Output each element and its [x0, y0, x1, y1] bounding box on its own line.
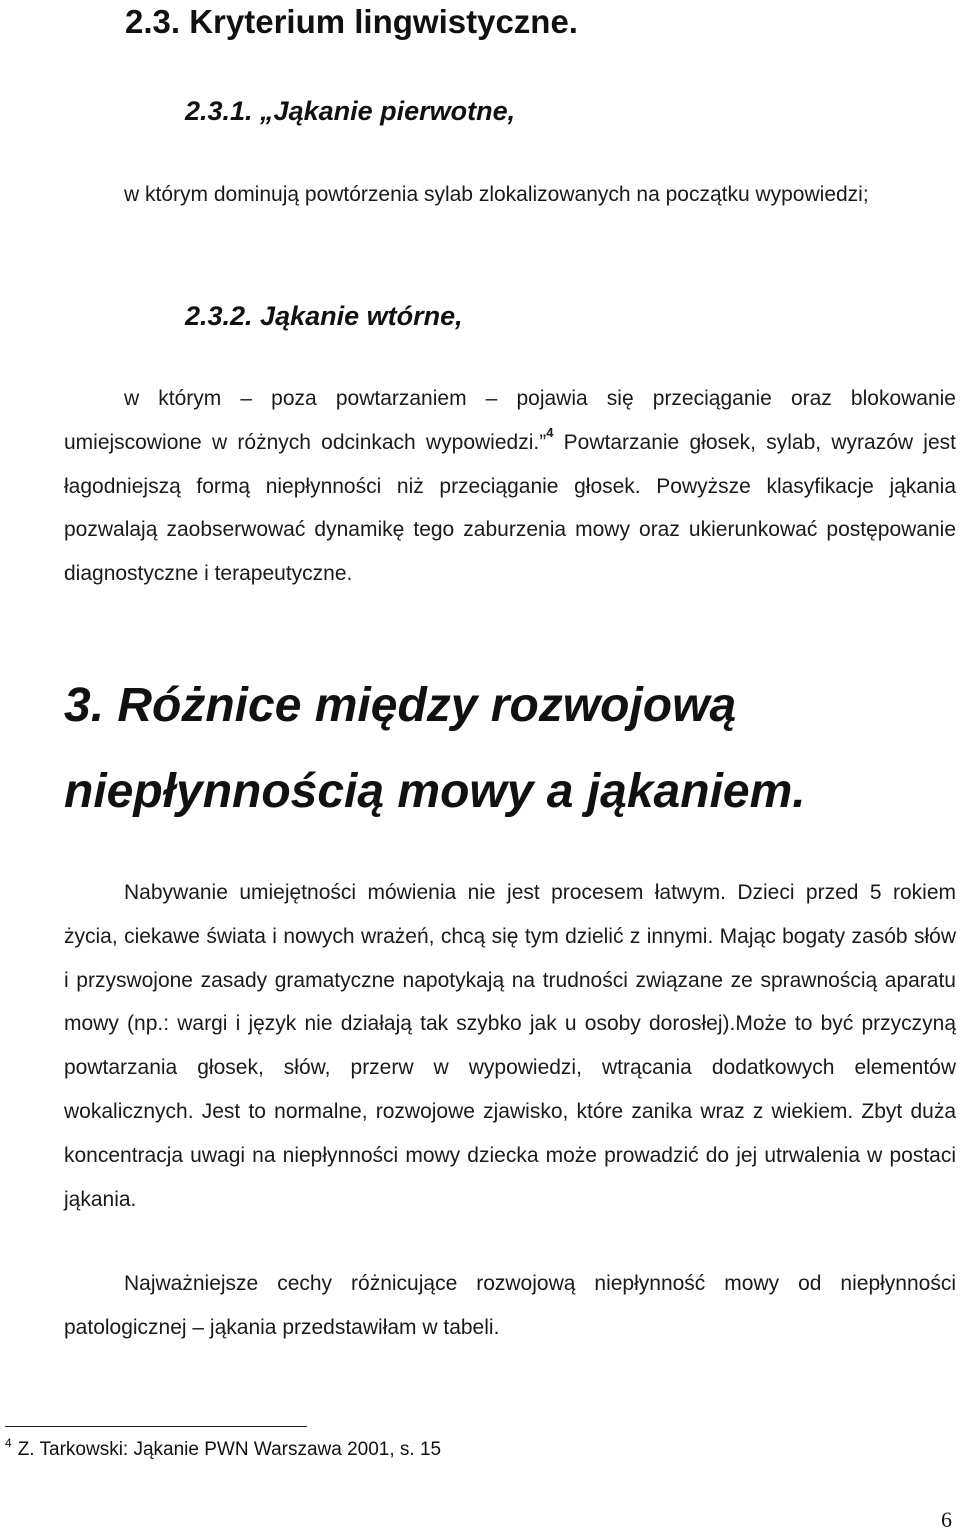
page-number: 6 — [941, 1507, 952, 1532]
footnote-text: Z. Tarkowski: Jąkanie PWN Warszawa 2001, s. 15 — [17, 1439, 442, 1460]
paragraph-table-intro: Najważniejsze cechy różnicujące rozwojową niepłynność mowy od niepłynności patologicznej – jąkania przedstawiłam w tabeli. — [64, 1272, 956, 1339]
footnote — [5, 1436, 441, 1464]
footnote-reference: 4 — [546, 424, 554, 440]
footnote-separator — [5, 1426, 307, 1427]
subsection-text-secondary-stuttering — [64, 377, 956, 596]
subsection-text-primary-stuttering: w którym dominują powtórzenia sylab zlokalizowanych na początku wypowiedzi; — [124, 183, 869, 206]
section-heading: 2.3. Kryterium lingwistyczne. — [125, 3, 578, 40]
chapter-heading: 3. Różnice między rozwojową niepłynnością mowy a jąkaniem. — [64, 679, 806, 818]
subsection-heading-primary-stuttering: 2.3.1. „Jąkanie pierwotne, — [185, 96, 516, 126]
text-before-footnote-ref: w którym – poza powtarzaniem – pojawia się przeciąganie oraz blokowanie umiejscowione w różnych odcinkach wypowiedzi.” — [64, 387, 956, 454]
paragraph-developmental-disfluency: Nabywanie umiejętności mówienia nie jest procesem łatwym. Dzieci przed 5 rokiem życia, ciekawe świata i nowych wrażeń, chcą się tym dzielić z innymi. Mając bogaty zasób słów i przyswojone zasady gramatyczne napotykają na trudności związane ze sprawnością aparatu mowy (np.: wargi i język nie działają tak szybko jak u osoby dorosłej).Może to być przyczyną powtarzania głosek, słów, przerw w wypowiedzi, wtrącania dodatkowych elementów wokalicznych. Jest to normalne, rozwojowe zjawisko, które zanika wraz z wiekiem. Zbyt duża koncentracja uwagi na niepłynności mowy dziecka może prowadzić do jej utrwalenia w postaci jąkania. — [64, 881, 956, 1211]
subsection-heading-secondary-stuttering: 2.3.2. Jąkanie wtórne, — [185, 301, 463, 331]
text-after-footnote-ref: Powtarzanie głosek, sylab, wyrazów jest łagodniejszą formą niepłynności niż przeciąganie głosek. Powyższe klasyfikacje jąkania pozwalają zaobserwować dynamikę tego zaburzenia mowy oraz ukierunkować postępowanie diagnostyczne i terapeutyczne. — [64, 430, 956, 586]
footnote-number: 4 — [5, 1436, 12, 1450]
